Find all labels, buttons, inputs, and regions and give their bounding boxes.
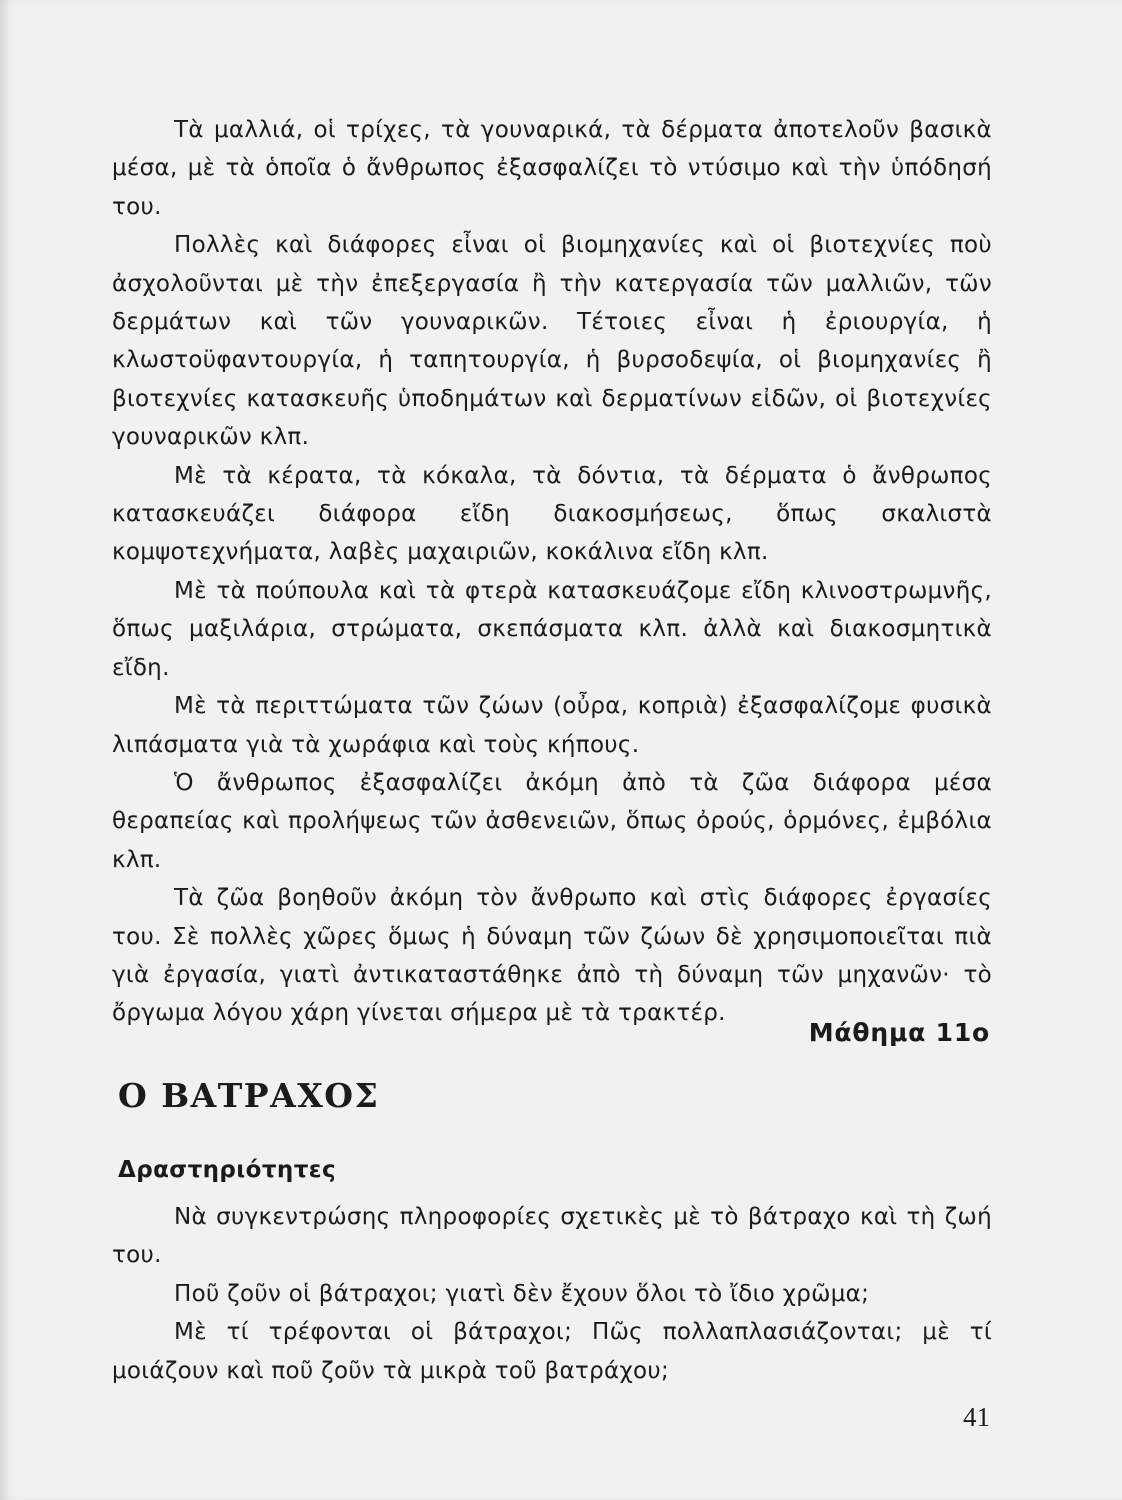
paragraph: Μὲ τὰ κέρατα, τὰ κόκαλα, τὰ δόντια, τὰ δέρματα ὁ ἄνθρωπος κατασκευάζει διάφορα εἴδη διακοσμήσεως, ὅπως σκαλιστὰ κομψοτεχνήματα, λαβὲς μαχαιριῶν, κοκάλινα εἴδη κλπ.: [112, 462, 992, 566]
paragraph: Μὲ τὰ πούπουλα καὶ τὰ φτερὰ κατασκευάζομε εἴδη κλινοστρωμνῆς, ὅπως μαξιλάρια, στρώματα, σκεπάσματα κλπ. ἀλλὰ καὶ διακοσμητικὰ εἴδη.: [112, 577, 992, 681]
lesson-label: Μάθημα 11ο: [808, 1018, 990, 1047]
text-block-activities: [112, 1198, 992, 1390]
page-number: 41: [963, 1402, 990, 1432]
paragraph: Πολλὲς καὶ διάφορες εἶναι οἱ βιομηχανίες καὶ οἱ βιοτεχνίες ποὺ ἀσχολοῦνται μὲ τὴν ἐπεξεργασία ἢ τὴν κατεργασία τῶν μαλλιῶν, τῶν δερμάτων καὶ τῶν γουναρικῶν. Τέτοιες εἶναι ἡ ἐριουργία, ἡ κλωστοϋφαντουργία, ἡ ταπητουργία, ἡ βυρσοδεψία, οἱ βιομηχανίες ἢ βιοτεχνίες κατασκευῆς ὑποδημάτων καὶ δερματίνων εἰδῶν, οἱ βιοτεχνίες γουναρικῶν κλπ.: [112, 232, 992, 451]
paragraph: Ποῦ ζοῦν οἱ βάτραχοι; γιατὶ δὲν ἔχουν ὅλοι τὸ ἴδιο χρῶμα;: [174, 1280, 870, 1307]
section-heading: Δραστηριότητες: [118, 1157, 337, 1183]
paragraph: Μὲ τί τρέφονται οἱ βάτραχοι; Πῶς πολλαπλασιάζονται; μὲ τί μοιάζουν καὶ ποῦ ζοῦν τὰ μικρὰ τοῦ βατράχου;: [112, 1319, 992, 1384]
chapter-title: Ο ΒΑΤΡΑΧΟΣ: [118, 1076, 380, 1115]
paragraph: Ὁ ἄνθρωπος ἐξασφαλίζει ἀκόμη ἀπὸ τὰ ζῶα διάφορα μέσα θεραπείας καὶ προλήψεως τῶν ἀσθενειῶν, ὅπως ὀρούς, ὁρμόνες, ἐμβόλια κλπ.: [112, 769, 992, 873]
paragraph: Τὰ ζῶα βοηθοῦν ἀκόμη τὸν ἄνθρωπο καὶ στὶς διάφορες ἐργασίες του. Σὲ πολλὲς χῶρες ὅμως ἡ δύναμη τῶν ζώων δὲ χρησιμοποιεῖται πιὰ γιὰ ἐργασία, γιατὶ ἀντικαταστάθηκε ἀπὸ τὴ δύναμη τῶν μηχανῶν· τὸ ὄργωμα λόγου χάρη γίνεται σήμερα μὲ τὰ τρακτέρ.: [112, 885, 992, 1027]
paragraph: Τὰ μαλλιά, οἱ τρίχες, τὰ γουναρικά, τὰ δέρματα ἀποτελοῦν βασικὰ μέσα, μὲ τὰ ὁποῖα ὁ ἄνθρωπος ἐξασφαλίζει τὸ ντύσιμο καὶ τὴν ὑπόδησή του.: [112, 117, 992, 220]
text-block-top: [112, 111, 992, 1033]
paragraph: Μὲ τὰ περιττώματα τῶν ζώων (οὖρα, κοπριὰ) ἐξασφαλίζομε φυσικὰ λιπάσματα γιὰ τὰ χωράφια καὶ τοὺς κήπους.: [112, 693, 992, 758]
paragraph: Νὰ συγκεντρώσης πληροφορίες σχετικὲς μὲ τὸ βάτραχο καὶ τὴ ζωή του.: [112, 1204, 992, 1269]
